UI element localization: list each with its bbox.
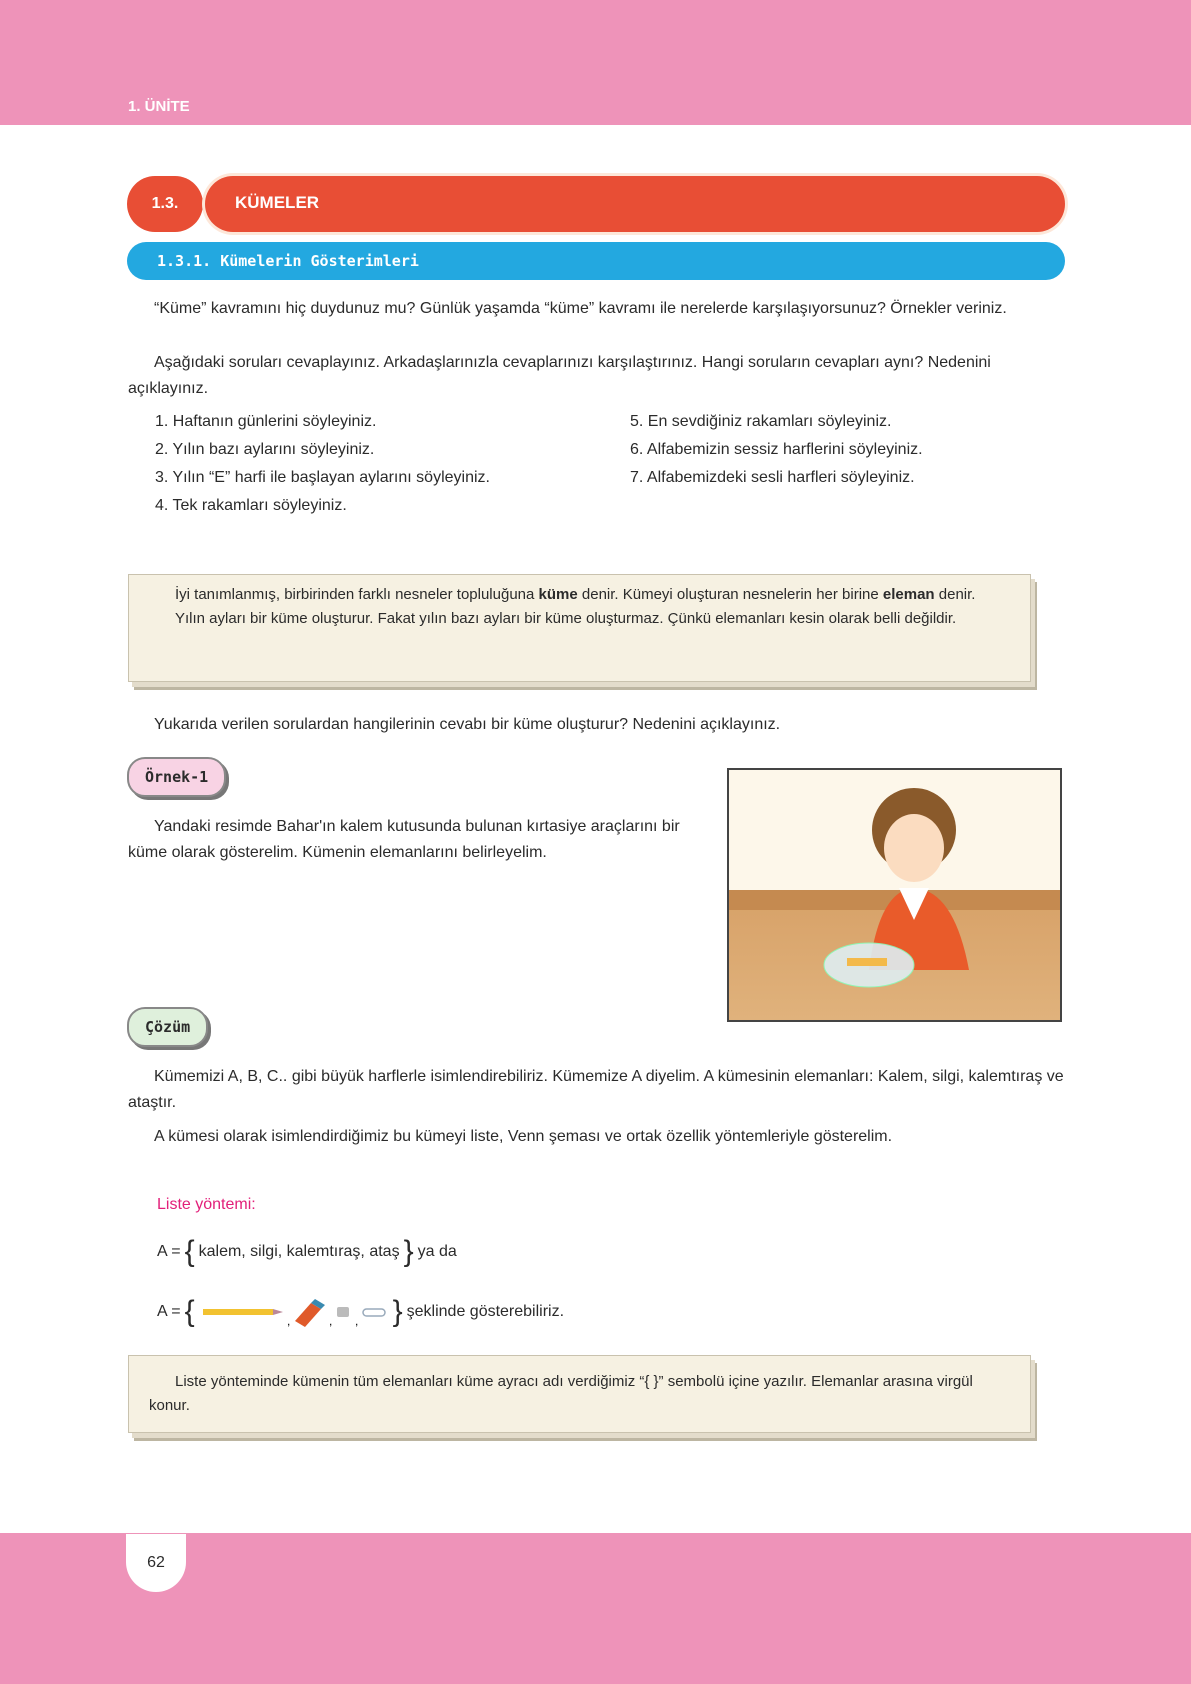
unit-label: 1. ÜNİTE bbox=[128, 98, 190, 115]
close-brace: } bbox=[392, 1295, 403, 1328]
solution-label: Çözüm bbox=[127, 1007, 208, 1047]
definition-text: İyi tanımlanmış, birbirinden farklı nesneler topluluğuna bbox=[175, 586, 539, 603]
question-item: 2. Yılın bazı aylarını söyleyiniz. bbox=[155, 441, 375, 458]
page-number: 62 bbox=[126, 1534, 186, 1592]
eraser-icon bbox=[295, 1299, 325, 1327]
illustration-girl-pencil-case bbox=[727, 768, 1062, 1022]
subsection-bar bbox=[127, 242, 1065, 280]
open-brace: { bbox=[184, 1235, 195, 1268]
question-item: 5. En sevdiğiniz rakamları söyleyiniz. bbox=[630, 413, 892, 430]
paperclip-icon bbox=[363, 1309, 385, 1316]
section-number: 1.3. bbox=[127, 176, 203, 232]
svg-text:,: , bbox=[328, 1314, 332, 1327]
question-item: 7. Alfabemizdeki sesli harfleri söyleyiniz. bbox=[630, 469, 915, 486]
question-item: 1. Haftanın günlerini söyleyiniz. bbox=[155, 413, 377, 430]
example-label: Örnek-1 bbox=[127, 757, 226, 797]
term-eleman: eleman bbox=[882, 586, 935, 603]
set-name: A = bbox=[157, 1303, 181, 1320]
sharpener-icon bbox=[337, 1307, 349, 1317]
close-brace: } bbox=[403, 1235, 414, 1268]
definition-box bbox=[128, 574, 1031, 682]
definition-text: denir. Kümeyi oluşturan nesnelerin her birine bbox=[577, 586, 883, 603]
method-heading: Liste yöntemi: bbox=[157, 1196, 256, 1213]
term-kume: küme bbox=[538, 586, 578, 603]
solution-paragraph-1: Kümemizi A, B, C.. gibi büyük harflerle isimlendirebiliriz. Kümemize A diyelim. A kümesinin elemanları: Kalem, silgi, kalemtıraş ve ataştır. bbox=[128, 1068, 1064, 1111]
set-list-notation bbox=[157, 1235, 457, 1269]
section-title: KÜMELER bbox=[235, 193, 320, 212]
pencil-icon bbox=[203, 1309, 283, 1315]
question-paragraph: Yukarıda verilen sorulardan hangilerinin cevabı bir küme oluşturur? Nedenini açıklayınız. bbox=[154, 716, 781, 733]
svg-text:,: , bbox=[286, 1314, 290, 1327]
question-item: 6. Alfabemizin sessiz harflerini söyleyiniz. bbox=[630, 441, 923, 458]
definition-paragraph-2: Yılın ayları bir küme oluşturur. Fakat yılın bazı ayları bir küme oluşturmaz. Çünkü elemanları kesin olarak belli değildir. bbox=[175, 610, 957, 627]
question-item: 4. Tek rakamları söyleyiniz. bbox=[155, 497, 347, 514]
set-elements: kalem, silgi, kalemtıraş, ataş bbox=[198, 1243, 400, 1260]
svg-text:,: , bbox=[354, 1314, 358, 1327]
definition-text: denir. bbox=[934, 586, 976, 603]
intro-paragraph-2: Aşağıdaki soruları cevaplayınız. Arkadaşlarınızla cevaplarınızı karşılaştırınız. Hangi soruların cevapları aynı? Nedenini açıklayınız. bbox=[128, 354, 991, 397]
picture-suffix: şeklinde gösterebiliriz. bbox=[406, 1303, 565, 1320]
or-text: ya da bbox=[417, 1243, 457, 1260]
open-brace: { bbox=[184, 1295, 195, 1328]
subsection-title: 1.3.1. Kümelerin Gösterimleri bbox=[157, 252, 419, 270]
solution-paragraph-2: A kümesi olarak isimlendirdiğimiz bu kümeyi liste, Venn şeması ve ortak özellik yöntemleriyle gösterelim. bbox=[154, 1128, 893, 1145]
example-text: Yandaki resimde Bahar'ın kalem kutusunda bulunan kırtasiye araçlarını bir küme olarak gösterelim. Kümenin elemanlarını belirleyelim. bbox=[128, 818, 680, 861]
set-name: A = bbox=[157, 1243, 181, 1260]
intro-paragraph-1: “Küme” kavramını hiç duydunuz mu? Günlük yaşamda “küme” kavramı ile nerelerde karşılaşıyorsunuz? Örnekler veriniz. bbox=[154, 300, 1007, 317]
section-title-bar bbox=[205, 176, 1065, 232]
question-item: 3. Yılın “E” harfi ile başlayan aylarını söyleyiniz. bbox=[155, 469, 490, 486]
stationery-icons bbox=[199, 1297, 389, 1327]
note-box bbox=[128, 1355, 1031, 1433]
note-text: Liste yönteminde kümenin tüm elemanları küme ayracı adı verdiğimiz “{ }” sembolü içine yazılır. Elemanlar arasına virgül konur. bbox=[149, 1373, 973, 1414]
set-picture-notation bbox=[157, 1295, 564, 1329]
